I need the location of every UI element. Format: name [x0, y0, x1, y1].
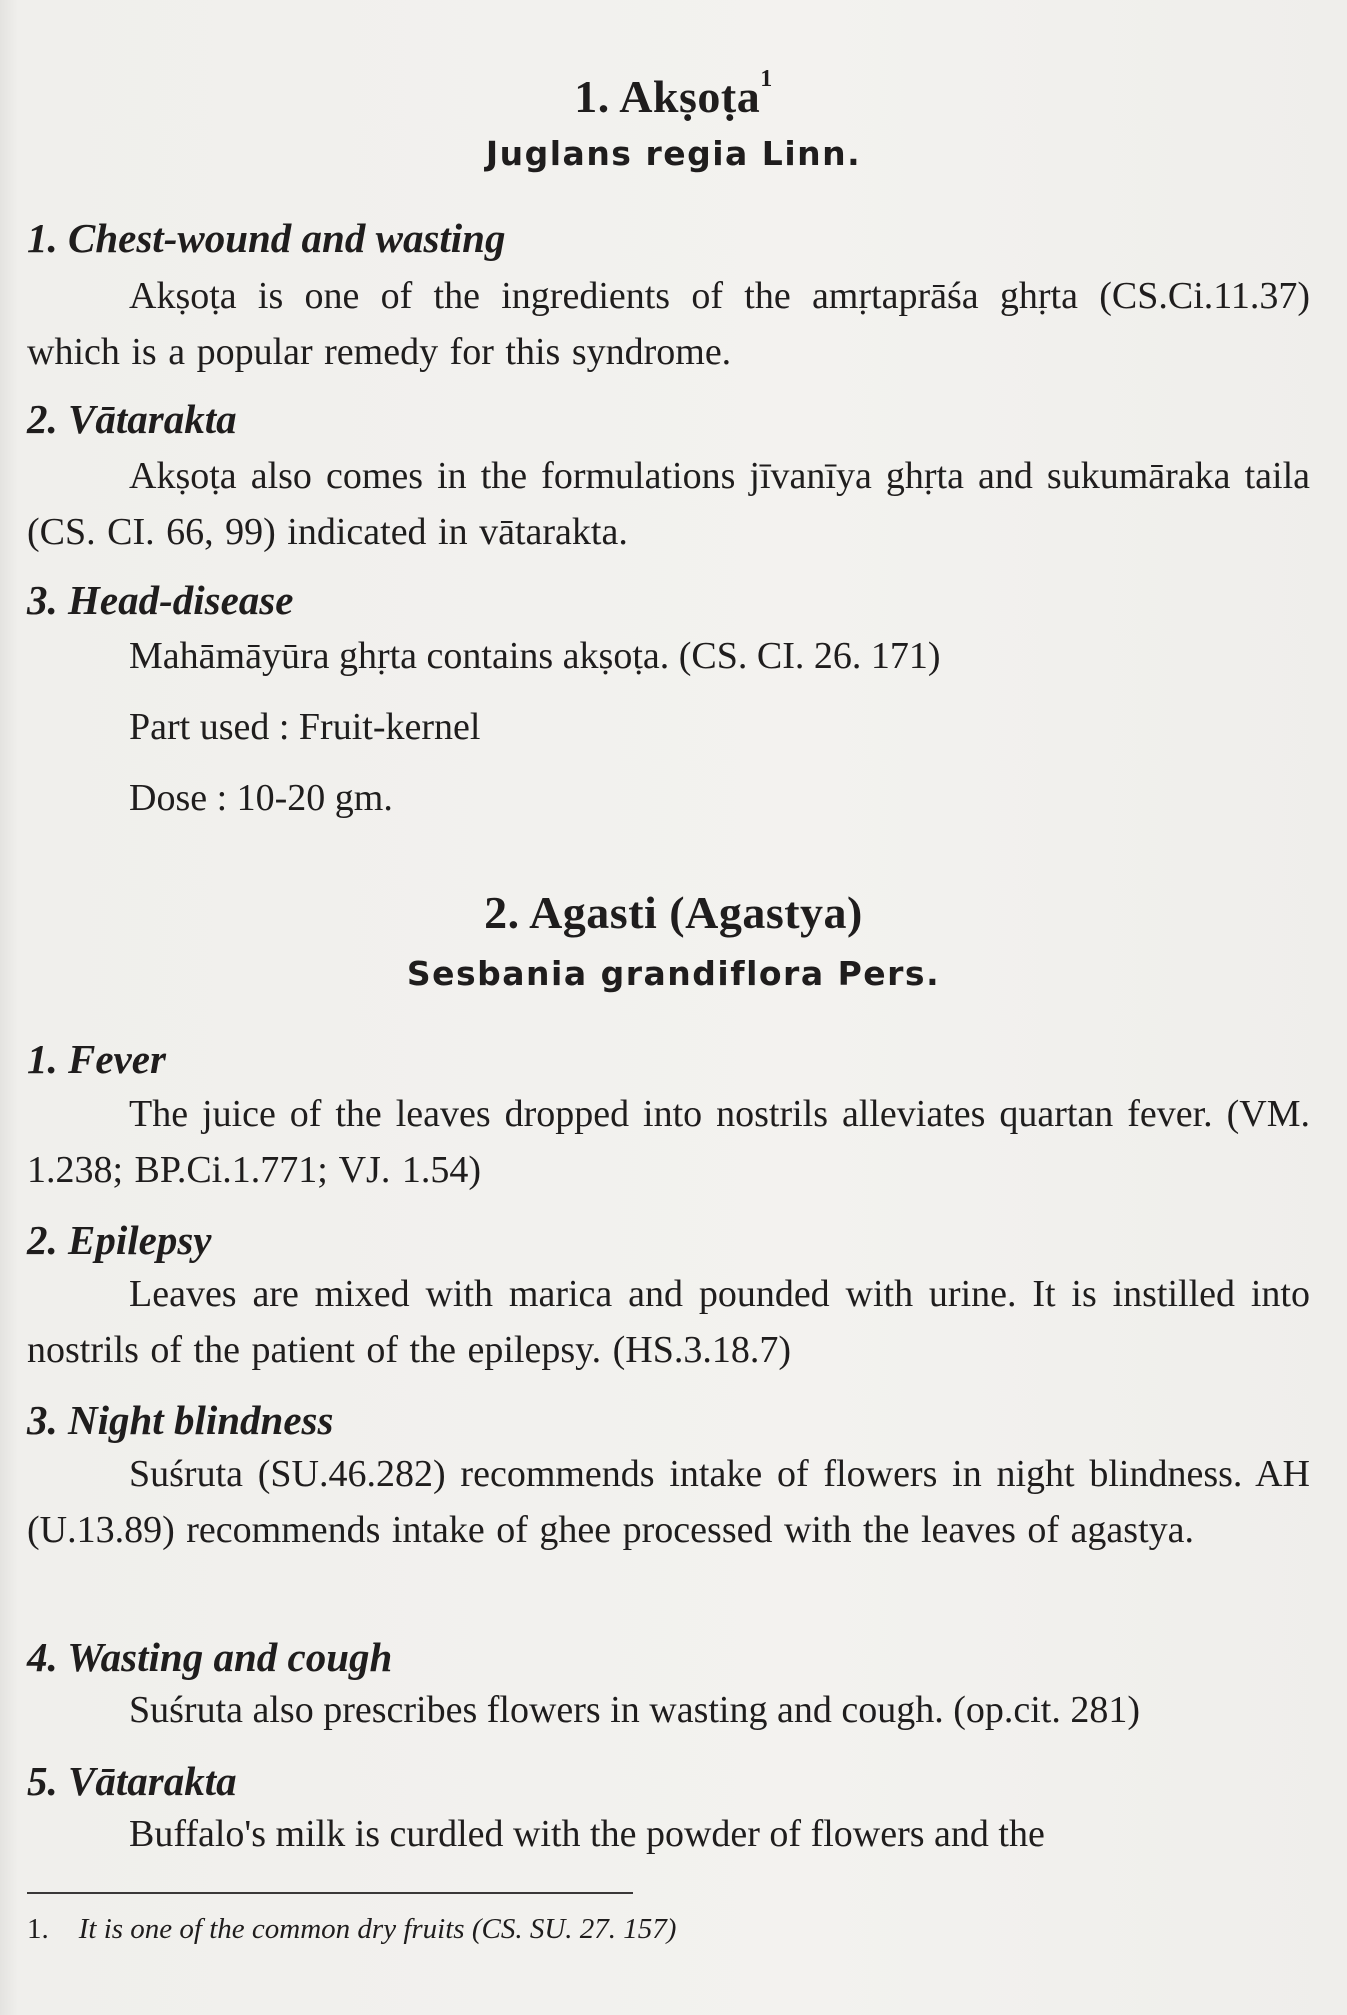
footnote-text: It is one of the common dry fruits (CS. SU. 27. 157): [78, 1913, 677, 1945]
section-heading: 4. Wasting and cough: [27, 1634, 393, 1680]
entry-title-agasti: 2. Agasti (Agastya): [484, 887, 863, 938]
section-text: Buffalo's milk is curdled with the powder of flowers and the: [129, 1813, 1045, 1855]
footnote-marker: 1: [760, 66, 773, 92]
botanical-name: Sesbania grandiflora Pers.: [406, 954, 941, 993]
footnote: [27, 1913, 676, 1946]
part-used: Part used : Fruit-kernel: [129, 706, 481, 748]
entry-title-text: 1. Akṣoṭa: [574, 71, 761, 122]
section-text: Suśruta (SU.46.282) recommends intake of flowers in night blindness. AH (U.13.89) recommends intake of ghee processed with the leaves of agastya.: [27, 1453, 1310, 1551]
section-text: Leaves are mixed with marica and pounded with urine. It is instilled into nostrils of the patient of the epilepsy. (HS.3.18.7): [27, 1273, 1310, 1371]
section-text: Mahāmāyūra ghṛta contains akṣoṭa. (CS. CI. 26. 171): [129, 635, 941, 677]
dose: Dose : 10-20 gm.: [129, 777, 393, 819]
botanical-name: Juglans regia Linn.: [485, 134, 862, 173]
section-heading: 1. Chest-wound and wasting: [27, 215, 506, 261]
section-heading: 2. Vātarakta: [27, 396, 237, 442]
section-text: The juice of the leaves dropped into nostrils alleviates quartan fever. (VM. 1.238; BP.Ci.1.771; VJ. 1.54): [27, 1093, 1310, 1191]
section-heading: 3. Night blindness: [27, 1397, 334, 1443]
section-text: Suśruta also prescribes flowers in wasting and cough. (op.cit. 281): [129, 1689, 1141, 1731]
section-heading: 2. Epilepsy: [27, 1217, 212, 1263]
section-heading: 5. Vātarakta: [27, 1758, 237, 1804]
section-heading: 1. Fever: [27, 1036, 166, 1082]
section-text: Akṣoṭa is one of the ingredients of the amṛtaprāśa ghṛta (CS.Ci.11.37) which is a popular remedy for this syndrome.: [27, 275, 1310, 373]
section-text: Akṣoṭa also comes in the formulations jīvanīya ghṛta and sukumāraka taila (CS. CI. 66, 99) indicated in vātarakta.: [27, 455, 1310, 553]
footnote-number: 1.: [27, 1913, 49, 1945]
section-heading: 3. Head-disease: [27, 577, 294, 623]
footnote-rule: [27, 1892, 633, 1894]
entry-title-aksota: [0, 66, 1347, 123]
